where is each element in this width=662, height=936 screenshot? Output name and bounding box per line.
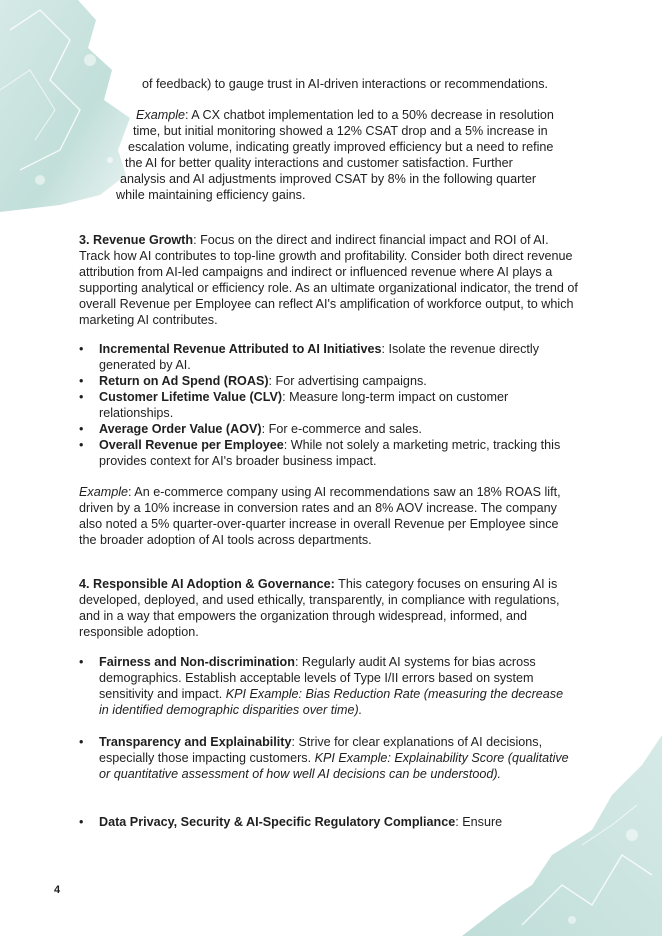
section3-paragraph: 3. Revenue Growth: Focus on the direct and indirect financial impact and ROI of AI. Track how AI contributes to top-line growth and profitability. Consider both direct revenue attribution from AI-led campaigns and indirect or influenced revenue where AI plays a supporting analytical or efficiency role. As an ultimate organizational indicator, the trend of overall Revenue per Employee can reflect AI's amplification of workforce output, to which marketing AI contributes. — [79, 233, 578, 327]
section3-heading: 3. Revenue Growth — [79, 233, 194, 247]
decorative-texture-top-left — [0, 0, 140, 215]
example-label: Example — [136, 108, 185, 122]
page-number: 4 — [54, 884, 61, 896]
example-label: Example — [79, 485, 128, 499]
section4-paragraph: 4. Responsible AI Adoption & Governance: This category focuses on ensuring AI is developed, deployed, and used ethically, transparently, in compliance with regulations, and in a way that empowers the organization through widespread, informed, and responsible adoption. — [79, 577, 560, 639]
intro-continuation: of feedback) to gauge trust in AI-driven interactions or recommendations. — [142, 77, 549, 91]
section3-example: Example: An e-commerce company using AI recommendations saw an 18% ROAS lift, driven by a 10% increase in conversion rates and an 8% AOV increase. The company also noted a 5% quarter-over-quarter increase in overall Revenue per Employee since the broader adoption of AI tools across departments. — [79, 485, 561, 547]
section4-heading: 4. Responsible AI Adoption & Governance: — [79, 577, 335, 591]
